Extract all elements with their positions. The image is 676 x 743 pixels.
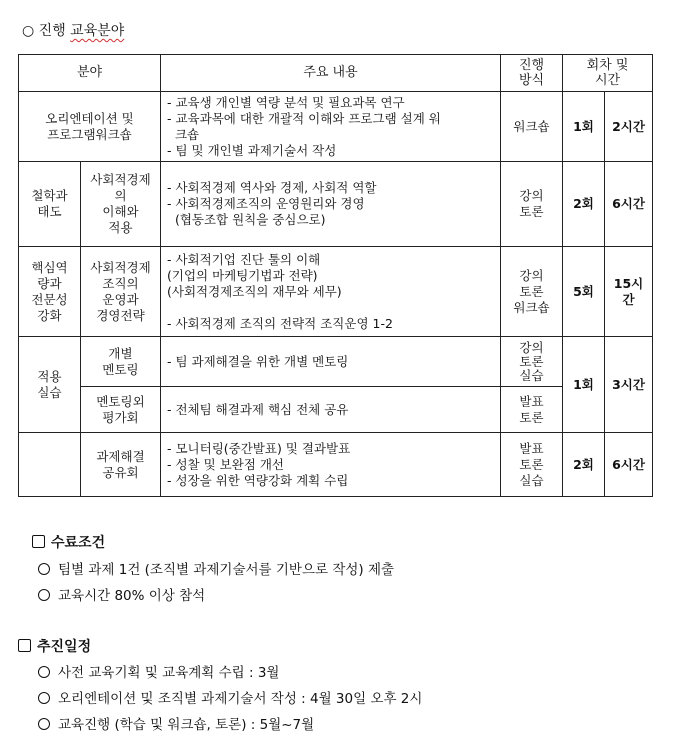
group-cell: 핵심역 량과 전문성 강화	[19, 247, 81, 337]
content-line: - 전체팀 해결과제 핵심 전체 공유	[167, 401, 349, 417]
list-item: 팀별 과제 1건 (조직별 과제기술서를 기반으로 작성) 제출	[38, 558, 394, 578]
method-cell: 강의 토론 실습	[501, 337, 563, 387]
header-area: 분야	[19, 55, 161, 92]
count-cell: 2회	[563, 433, 605, 497]
group-cell: 철학과 태도	[19, 162, 81, 247]
area-cell: 사회적경제 의 이해와 적용	[81, 162, 161, 247]
content-cell	[161, 433, 501, 497]
count-cell: 5회	[563, 247, 605, 337]
method-cell: 워크숍	[501, 92, 563, 162]
content-cell	[161, 162, 501, 247]
time-cell: 15시 간	[605, 247, 653, 337]
list-item: 교육진행 (학습 및 워크숍, 토론) : 5월~7월	[38, 713, 314, 733]
table-header-row	[19, 55, 653, 92]
area-cell: 오리엔테이션 및 프로그램워크숍	[19, 92, 161, 162]
method-cell: 발표 토론	[501, 387, 563, 433]
curriculum-table	[18, 54, 653, 497]
content-line: (기업의 마케팅기법과 전략)	[167, 267, 318, 283]
content-line: - 성찰 및 보완점 개선	[167, 456, 285, 472]
time-cell: 3시간	[605, 337, 653, 433]
square-bullet-icon	[32, 535, 45, 548]
area-cell: 개별 멘토링	[81, 337, 161, 387]
time-cell: 6시간	[605, 433, 653, 497]
content-line: - 사회적경제조직의 운영원리와 경영	[167, 196, 365, 211]
completion-section-title: 수료조건	[32, 532, 105, 552]
table-row	[19, 92, 653, 162]
group-cell-empty	[19, 433, 81, 497]
circle-bullet-icon	[38, 692, 50, 704]
heading-title: 교육분야	[70, 23, 125, 39]
content-line: - 사회적기업 진단 툴의 이해	[167, 251, 321, 267]
content-cell	[161, 337, 501, 387]
square-bullet-icon	[18, 639, 31, 652]
content-cell	[161, 247, 501, 337]
area-cell: 멘토링외 평가회	[81, 387, 161, 433]
table-row	[19, 387, 653, 433]
content-line: - 교육생 개인별 역량 분석 및 필요과목 연구	[167, 94, 405, 110]
time-cell: 6시간	[605, 162, 653, 247]
circle-bullet-icon	[38, 563, 50, 575]
content-line: - 사회적경제 역사와 경제, 사회적 역할	[167, 180, 377, 195]
content-cell	[161, 92, 501, 162]
content-line: 크숍	[167, 126, 200, 142]
schedule-section-title: 추진일정	[18, 636, 91, 656]
table-row	[19, 337, 653, 387]
content-line	[167, 300, 496, 316]
header-method: 진행 방식	[501, 55, 563, 92]
content-cell	[161, 387, 501, 433]
count-cell: 1회	[563, 337, 605, 433]
content-line: - 모니터링(중간발표) 및 결과발표	[167, 440, 351, 456]
header-content: 주요 내용	[161, 55, 501, 92]
circle-bullet-icon	[38, 718, 50, 730]
method-cell: 강의 토론 워크숍	[501, 247, 563, 337]
group-cell: 적용 실습	[19, 337, 81, 433]
area-cell: 과제해결 공유회	[81, 433, 161, 497]
content-line: - 팀 및 개인별 과제기술서 작성	[167, 142, 337, 158]
circle-bullet-icon	[38, 666, 50, 678]
heading-prefix: 진행	[38, 23, 71, 39]
content-line: - 팀 과제해결을 위한 개별 멘토링	[167, 353, 349, 369]
circle-bullet-icon: ○	[22, 23, 35, 39]
count-cell: 1회	[563, 92, 605, 162]
list-item: 오리엔테이션 및 조직별 과제기술서 작성 : 4월 30일 오후 2시	[38, 687, 422, 707]
content-line: - 사회적경제 조직의 전략적 조직운영 1-2	[167, 315, 393, 331]
content-line: - 성장을 위한 역량강화 계획 수립	[167, 472, 349, 488]
header-sessions: 회차 및 시간	[563, 55, 653, 92]
method-cell: 발표 토론 실습	[501, 433, 563, 497]
content-line: (사회적경제조직의 재무와 세무)	[167, 283, 342, 299]
table-row	[19, 247, 653, 337]
table-row	[19, 433, 653, 497]
area-cell: 사회적경제 조직의 운영과 경영전략	[81, 247, 161, 337]
time-cell: 2시간	[605, 92, 653, 162]
content-line: - 교육과목에 대한 개괄적 이해와 프로그램 설계 워	[167, 110, 441, 126]
list-item: 교육시간 80% 이상 참석	[38, 584, 205, 604]
circle-bullet-icon	[38, 589, 50, 601]
method-cell: 강의 토론	[501, 162, 563, 247]
section-heading	[22, 20, 124, 40]
count-cell: 2회	[563, 162, 605, 247]
content-line: (협동조합 원칙을 중심으로)	[167, 212, 326, 227]
table-row	[19, 162, 653, 247]
list-item: 사전 교육기획 및 교육계획 수립 : 3월	[38, 661, 279, 681]
